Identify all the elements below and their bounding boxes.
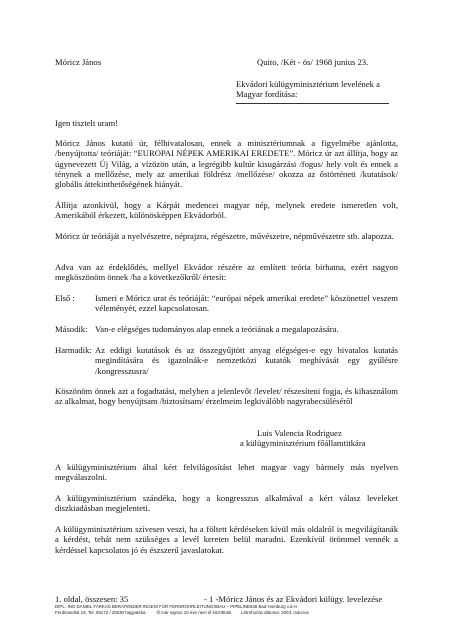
salutation: Igen tisztelt uram! bbox=[55, 118, 118, 128]
dateline: Quito, /Két - ös/ 1968 junius 23. bbox=[257, 57, 369, 67]
footer-page-info: 1. oldal, összesen: 35 bbox=[55, 594, 129, 604]
list-item-label: Harmadik: bbox=[55, 345, 92, 355]
author-name: Móricz János bbox=[55, 57, 102, 67]
addressee-line-1: Ekvádori külügyminisztérium levelének a bbox=[236, 79, 380, 89]
footer-small-line-2: Ferdinandstr.19, Tel. 06172 / 29330 hagyatéka. Ő már sajnos 10 éve nem él közöttünk. Létrehozás dátuma: 2003. március bbox=[55, 610, 309, 615]
footer-small-line-1: DIPL.-ING DANIEL FARKAS BERATENDER INGENI FÜR FERNROHRLEITUNGSBAU – PIPELINE638 Bad Homburg v.d.H. bbox=[55, 604, 298, 609]
footer-running-title: - 1 -Móricz János és az Ekvádori külügy. levelezése bbox=[204, 594, 383, 604]
list-item-text: Az eddigi kutatások és az összegyűjtött anyag elégséges-e egy hivatalos kutatás megindítására és igazolnák-e nemzetközi kutatók meghívását egy gyűlésre /kongresszusra/ bbox=[95, 345, 398, 376]
addressee-underline bbox=[236, 103, 389, 104]
signature-title: a külügyminisztérium főállamtitkára bbox=[240, 438, 366, 448]
closing-paragraph-3: A külügyminisztérium szívesen veszi, ha a föltett kérdéseken kívül más oldalról is megvilágítanák a kérdést, tehát nem szükséges a levél kereten belül maradni. Ezenkívül örömmel vennék a kérdéssel kapcsolatos jó és észszerű javaslatokat. bbox=[55, 524, 398, 555]
closing-paragraph-1: A külügyminisztérium által kért felvilágosítást lehet magyar vagy bármely más nyelven megválaszolni. bbox=[55, 462, 398, 483]
list-item-text: Van-e elégséges tudományos alap ennek a teóriának a megalapozására. bbox=[95, 324, 339, 334]
closing-paragraph-2: A külügyminisztérium szándéka, hogy a kongresszus alkalmával a kért válasz leveleket diszkiadásban megjelenteti. bbox=[55, 493, 398, 514]
list-item-label: Második: bbox=[55, 324, 88, 334]
list-item-label: Első : bbox=[55, 293, 75, 303]
list-item-text: Ismeri e Móricz urat és teóriáját: “európai népek amerikai eredete” köszönettel veszem véleményét, ezzel kapcsolatosan. bbox=[95, 293, 398, 314]
paragraph-2: Állítja azonkívül, hogy a Kárpát medencei magyar nép, melynek eredete ismeretlen volt, Amerikából érkezett, különösképpen Ekvádorból. bbox=[55, 200, 398, 221]
paragraph-1: Móricz János kutató úr, félhivatalosan, ennek a minisztériumnak a figyelmébe ajánlotta, /benyújtotta/ teóriáját: “EUROPAI NÉPEK AMERIKAI EREDETE”. Móricz úr azt állítja, hogy az úgynevezett Új Világ, a vízözön után, a legrégibb kultúr kisugárzási /fogus/ hely volt és ennek a ténynek a mellőzése, mely az amerikai földrész /mellőzése/ okozza az őstörténeti /kutatások/ globális áttekinthetőségének hiányát. bbox=[55, 138, 398, 190]
paragraph-3: Móricz úr teóriáját a nyelvészetre, néprajzra, régészetre, művészetre, népművészetre stb. alapozza. bbox=[55, 231, 394, 241]
addressee-line-2: Magyar fordítása: bbox=[236, 89, 298, 99]
signature-name: Luis Valencia Rodriguez bbox=[257, 428, 342, 438]
thanks-paragraph: Köszönöm önnek azt a fogadtatást, melyben a jelenlevőt /levelet/ részesíteni fogja, és kihasználom az alkalmat, hogy benyújtsam /biztosítsam/ érzelmeim legkiválóbb nagyrabecsülésérõl bbox=[55, 386, 398, 407]
paragraph-4: Adva van az érdeklődés, mellyel Ekvádor részére az említett teória birhatna, ezért nagyon megköszönöm önnek /ha a következőkről/ értesít: bbox=[55, 262, 398, 283]
